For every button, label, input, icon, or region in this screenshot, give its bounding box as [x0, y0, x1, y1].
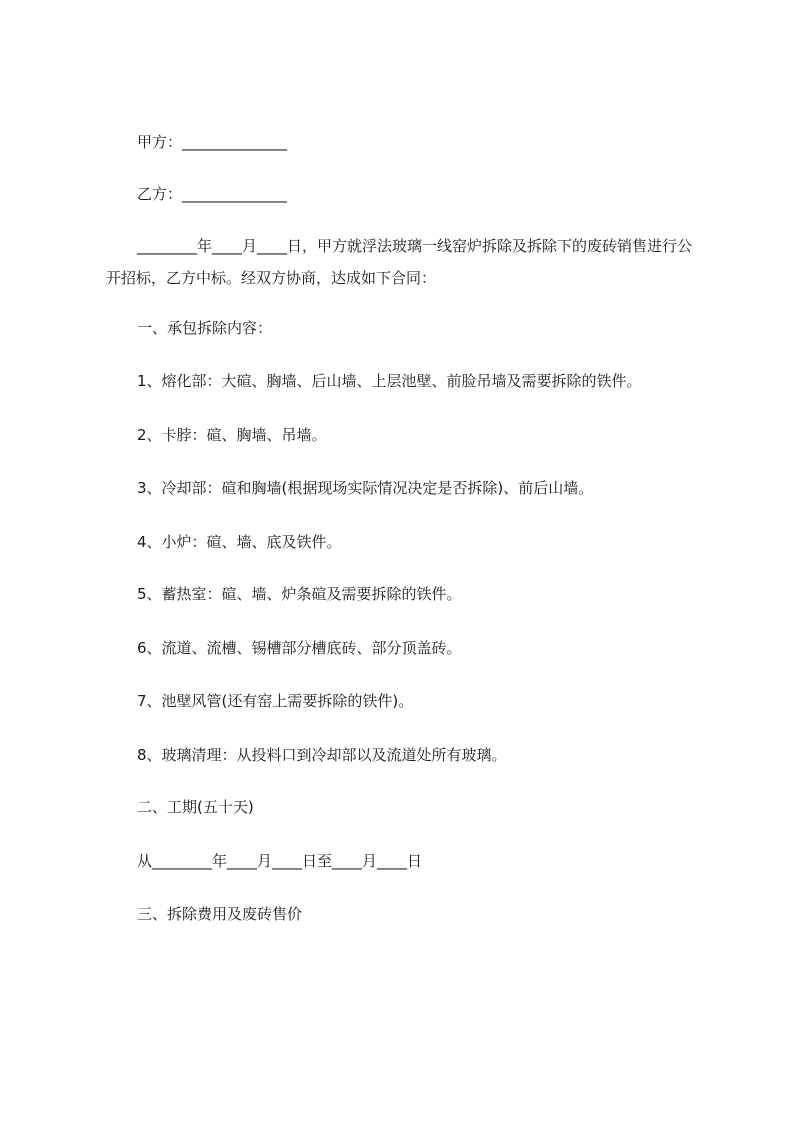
- party-a-blank: ______________: [182, 133, 288, 151]
- section-1-heading: 一、承包拆除内容：: [137, 319, 273, 337]
- party-a-line: [137, 132, 287, 152]
- section-1-item-2: 2、卡脖：碹、胸墙、吊墙。: [137, 426, 327, 444]
- section-1-item-7: 7、池壁风管(还有窑上需要拆除的铁件)。: [137, 692, 414, 710]
- section-1-item-1: 1、熔化部：大碹、胸墙、后山墙、上层池壁、前脸吊墙及需要拆除的铁件。: [137, 372, 642, 390]
- section-2-period: 从________年____月____日至____月____日: [137, 852, 423, 870]
- intro-paragraph: ________年____月____日，甲方就浮法玻璃一线窑炉拆除及拆除下的废砖销售进行公开招标，乙方中标。经双方协商，达成如下合同：: [106, 237, 693, 287]
- section-1-item-8: 8、玻璃清理：从投料口到冷却部以及流道处所有玻璃。: [137, 746, 507, 764]
- section-1-item-4: 4、小炉：碹、墙、底及铁件。: [137, 533, 342, 551]
- section-1-item-6: 6、流道、流槽、锡槽部分槽底砖、部分顶盖砖。: [137, 639, 462, 657]
- party-b-line: [137, 184, 287, 204]
- section-1-item-3: 3、冷却部：碹和胸墙(根据现场实际情况决定是否拆除)、前后山墙。: [137, 479, 594, 497]
- party-b-label: 乙方：: [137, 185, 183, 203]
- section-2-heading: 二、工期(五十天): [137, 798, 254, 816]
- section-1-item-5: 5、蓄热室：碹、墙、炉条碹及需要拆除的铁件。: [137, 585, 462, 603]
- section-3-heading: 三、拆除费用及废砖售价: [137, 905, 303, 923]
- party-a-label: 甲方：: [137, 133, 183, 151]
- party-b-blank: ______________: [182, 185, 288, 203]
